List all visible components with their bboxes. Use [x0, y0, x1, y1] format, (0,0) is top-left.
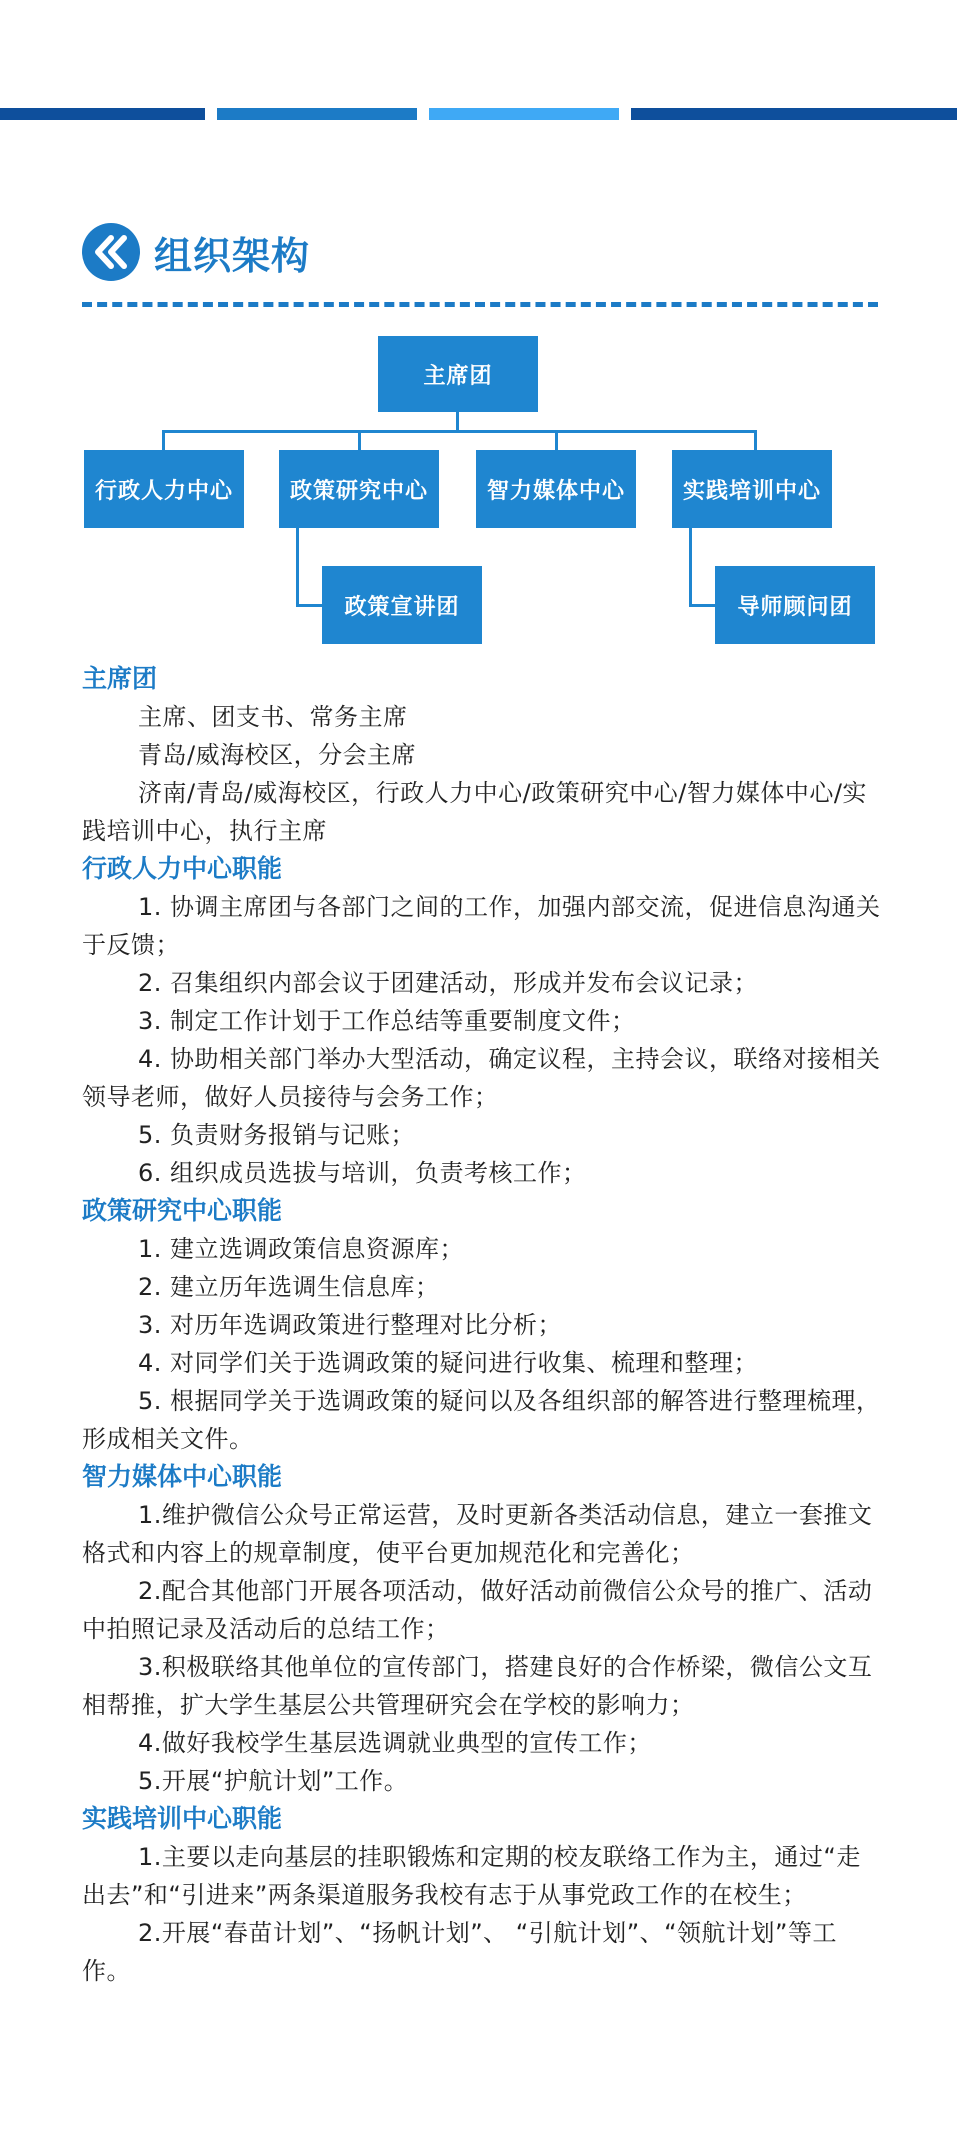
- subsection-title: 行政人力中心职能: [82, 854, 283, 883]
- section-title: 组织架构: [154, 233, 311, 278]
- list-item: 1. 协调主席团与各部门之间的工作，加强内部交流，促进信息沟通关于反馈；: [82, 893, 881, 959]
- list-item: 4.做好我校学生基层选调就业典型的宣传工作；: [138, 1729, 652, 1757]
- connector-line: [162, 430, 165, 450]
- paragraph: 主席、团支书、常务主席: [138, 703, 408, 731]
- paragraph: 青岛/威海校区，分会主席: [138, 741, 417, 769]
- list-item: 3. 制定工作计划于工作总结等重要制度文件；: [138, 1007, 636, 1035]
- subsection-title: 智力媒体中心职能: [82, 1462, 283, 1491]
- list-item: 5. 根据同学关于选调政策的疑问以及各组织部的解答进行整理梳理，形成相关文件。: [82, 1387, 881, 1453]
- connector-line: [754, 430, 757, 450]
- org-box-policy-lecture-group: 政策宣讲团: [322, 566, 482, 644]
- connector-line: [456, 412, 459, 432]
- org-box-presidium: 主席团: [378, 336, 538, 412]
- connector-line: [296, 604, 322, 607]
- org-box-practice-center: 实践培训中心: [672, 450, 832, 528]
- org-box-media-center: 智力媒体中心: [476, 450, 636, 528]
- list-item: 2.开展“春苗计划”、“扬帆计划”、 “引航计划”、“领航计划”等工作。: [82, 1919, 837, 1985]
- list-item: 2. 建立历年选调生信息库；: [138, 1273, 440, 1301]
- list-item: 5. 负责财务报销与记账；: [138, 1121, 416, 1149]
- connector-line: [296, 528, 299, 606]
- org-chart: [0, 0, 957, 660]
- list-item: 1. 建立选调政策信息资源库；: [138, 1235, 465, 1263]
- connector-line: [689, 528, 692, 606]
- list-item: 6. 组织成员选拔与培训，负责考核工作；: [138, 1159, 587, 1187]
- list-item: 4. 协助相关部门举办大型活动，确定议程，主持会议，联络对接相关领导老师，做好人员接待与会务工作；: [82, 1045, 881, 1111]
- subsection-title: 主席团: [82, 664, 158, 693]
- list-item: 1.主要以走向基层的挂职锻炼和定期的校友联络工作为主，通过“走出去”和“引进来”两条渠道服务我校有志于从事党政工作的在校生；: [82, 1843, 861, 1909]
- list-item: 3. 对历年选调政策进行整理对比分析；: [138, 1311, 563, 1339]
- list-item: 2.配合其他部门开展各项活动，做好活动前微信公众号的推广、活动中拍照记录及活动后的总结工作；: [82, 1577, 873, 1643]
- list-item: 4. 对同学们关于选调政策的疑问进行收集、梳理和整理；: [138, 1349, 759, 1377]
- subsection-title: 政策研究中心职能: [82, 1196, 283, 1225]
- connector-line: [689, 604, 715, 607]
- connector-line: [358, 430, 361, 450]
- subsection-title: 实践培训中心职能: [82, 1804, 283, 1833]
- org-box-mentor-group: 导师顾问团: [715, 566, 875, 644]
- list-item: 1.维护微信公众号正常运营，及时更新各类活动信息，建立一套推文格式和内容上的规章制度，使平台更加规范化和完善化；: [82, 1501, 873, 1567]
- list-item: 2. 召集组织内部会议于团建活动，形成并发布会议记录；: [138, 969, 759, 997]
- org-box-admin-center: 行政人力中心: [84, 450, 244, 528]
- org-box-policy-center: 政策研究中心: [279, 450, 439, 528]
- content-body: [82, 660, 882, 1990]
- list-item: 5.开展“护航计划”工作。: [138, 1767, 409, 1795]
- connector-line: [162, 430, 757, 433]
- paragraph: 济南/青岛/威海校区，行政人力中心/政策研究中心/智力媒体中心/实践培训中心，执行主席: [82, 779, 867, 845]
- connector-line: [555, 430, 558, 450]
- list-item: 3.积极联络其他单位的宣传部门，搭建良好的合作桥梁，微信公文互相帮推，扩大学生基层公共管理研究会在学校的影响力；: [82, 1653, 873, 1719]
